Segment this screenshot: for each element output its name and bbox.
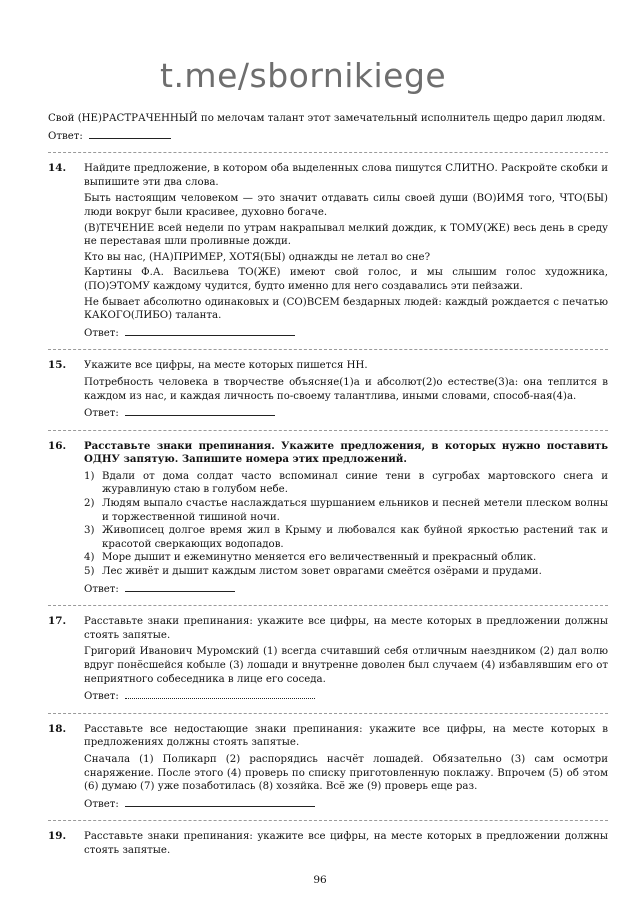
task-number: 17. [48, 615, 67, 628]
divider [48, 713, 608, 714]
answer-label: Ответ: [84, 408, 119, 420]
task-instruction: Расставьте знаки препинания: укажите все цифры, на месте которых в предложении должны стоять запятые. [84, 831, 608, 856]
divider [48, 430, 608, 431]
list-item: 2) Людям выпало счастье наслаждаться шуршанием ельников и песней метели плеском волны и торжественной тишиной ночи. [84, 498, 608, 523]
task-number: 16. [48, 439, 67, 452]
task-13-tail [48, 112, 608, 143]
divider [48, 605, 608, 606]
task-14-sentence: Кто вы нас, (НА)ПРИМЕР, ХОТЯ(БЫ) однажды не летал во сне? [84, 251, 431, 263]
answer-label: Ответ: [84, 798, 119, 810]
answer-label: Ответ: [84, 691, 119, 703]
divider [48, 152, 608, 153]
task-number: 19. [48, 830, 67, 843]
answer-label: Ответ: [84, 327, 119, 339]
page-number: 96 [313, 874, 327, 886]
task-instruction: Расставьте знаки препинания. Укажите предложения, в которых нужно поставить ОДНУ запятую. Запишите номера этих предложений. [84, 439, 608, 466]
answer-line[interactable] [125, 406, 275, 416]
list-item: 1) Вдали от дома солдат часто вспоминал синие тени в сугробах мартовского снега и журавлиную стаю в голубом небе. [84, 470, 608, 496]
task-14 [48, 162, 608, 340]
task-number: 15. [48, 359, 67, 372]
task-16-options [84, 470, 608, 579]
watermark-text: t.me/sbornikiege [160, 56, 447, 95]
task-18-answer [84, 797, 608, 812]
answer-line[interactable] [125, 797, 315, 807]
divider [48, 820, 608, 821]
task-18 [48, 723, 608, 812]
list-item: 3) Живописец долгое время жил в Крыму и любовался как буйной яркостью растений так и красотой сверкающих водопадов. [84, 525, 608, 550]
task-19 [48, 830, 608, 860]
task-18-text: Сначала (1) Поликарп (2) распорядись насчёт лошадей. Обязательно (3) сам осмотри снаряжение. После этого (4) проверь по списку приготовленную поклажу. Впрочем (5) об этом (6) думаю (7) уже позаботилась (8) хозяйка. Всё же (9) проверь еще раз. [84, 753, 608, 793]
page-content [48, 112, 608, 861]
task-instruction: Укажите все цифры, на месте которых пишется НН. [84, 360, 368, 372]
task-17-text: Григорий Иванович Муромский (1) всегда считавший себя отличным наездником (2) дал волю вдруг понёсшейся кобыле (3) лошади и внутренне доволен был случаем (4) избавлявшим его от неприятного собеседника в лице его соседа. [84, 646, 608, 685]
task-instruction: Найдите предложение, в котором оба выделенных слова пишутся СЛИТНО. Раскройте скобки и выпишите эти два слова. [84, 163, 608, 188]
divider [48, 349, 608, 350]
task-17-answer [84, 689, 608, 704]
task-instruction: Расставьте знаки препинания: укажите все цифры, на месте которых в предложении должны стоять запятые. [84, 616, 608, 641]
task-15 [48, 359, 608, 420]
task-14-answer [84, 326, 608, 341]
answer-line[interactable] [125, 582, 235, 592]
task-14-sentence: Быть настоящим человеком — это значит отдавать силы своей души (ВО)ИМЯ того, ЧТО(БЫ) люди вокруг были красивее, духовно богаче. [84, 193, 608, 218]
task-13-answer [48, 129, 608, 144]
answer-line[interactable] [89, 129, 171, 139]
task-16 [48, 440, 608, 597]
answer-line[interactable] [125, 689, 315, 699]
task-16-answer [84, 582, 608, 597]
task-17 [48, 615, 608, 704]
task-number: 18. [48, 722, 67, 735]
task-15-text: Потребность человека в творчестве объясняе(1)а и абсолют(2)о естестве(3)а: она теплится в каждом из нас, и каждая личность по-своему талантлива, иными словами, способ-ная(4)а. [84, 376, 608, 402]
answer-label: Ответ: [48, 130, 83, 142]
answer-line[interactable] [125, 326, 295, 336]
task-14-sentence: (В)ТЕЧЕНИЕ всей недели по утрам накрапывал мелкий дождик, к ТОМУ(ЖЕ) весь день в среду не переставая шли проливные дожди. [84, 222, 608, 248]
task-14-sentence: Не бывает абсолютно одинаковых и (СО)ВСЕМ бездарных людей: каждый рождается с печатью КАКОГО(ЛИБО) таланта. [84, 296, 608, 322]
task-instruction: Расставьте все недостающие знаки препинания: укажите все цифры, на месте которых в предложениях должны стоять запятые. [84, 723, 608, 749]
answer-label: Ответ: [84, 583, 119, 595]
task-number: 14. [48, 162, 67, 175]
list-item: 5) Лес живёт и дышит каждым листом зовет оврагами смеётся озёрами и прудами. [84, 566, 542, 578]
list-item: 4) Море дышит и ежеминутно меняется его величественный и прекрасный облик. [84, 552, 537, 564]
task-15-answer [84, 406, 608, 421]
task-14-sentence: Картины Ф.А. Васильева ТО(ЖЕ) имеют свой голос, и мы слышим голос художника, (ПО)ЭТОМУ каждому чудится, будто именно для него создавались эти пейзажи. [84, 267, 608, 292]
task-13-sentence: Свой (НЕ)РАСТРАЧЕННЫЙ по мелочам талант этот замечательный исполнитель щедро дарил людям. [48, 113, 606, 124]
